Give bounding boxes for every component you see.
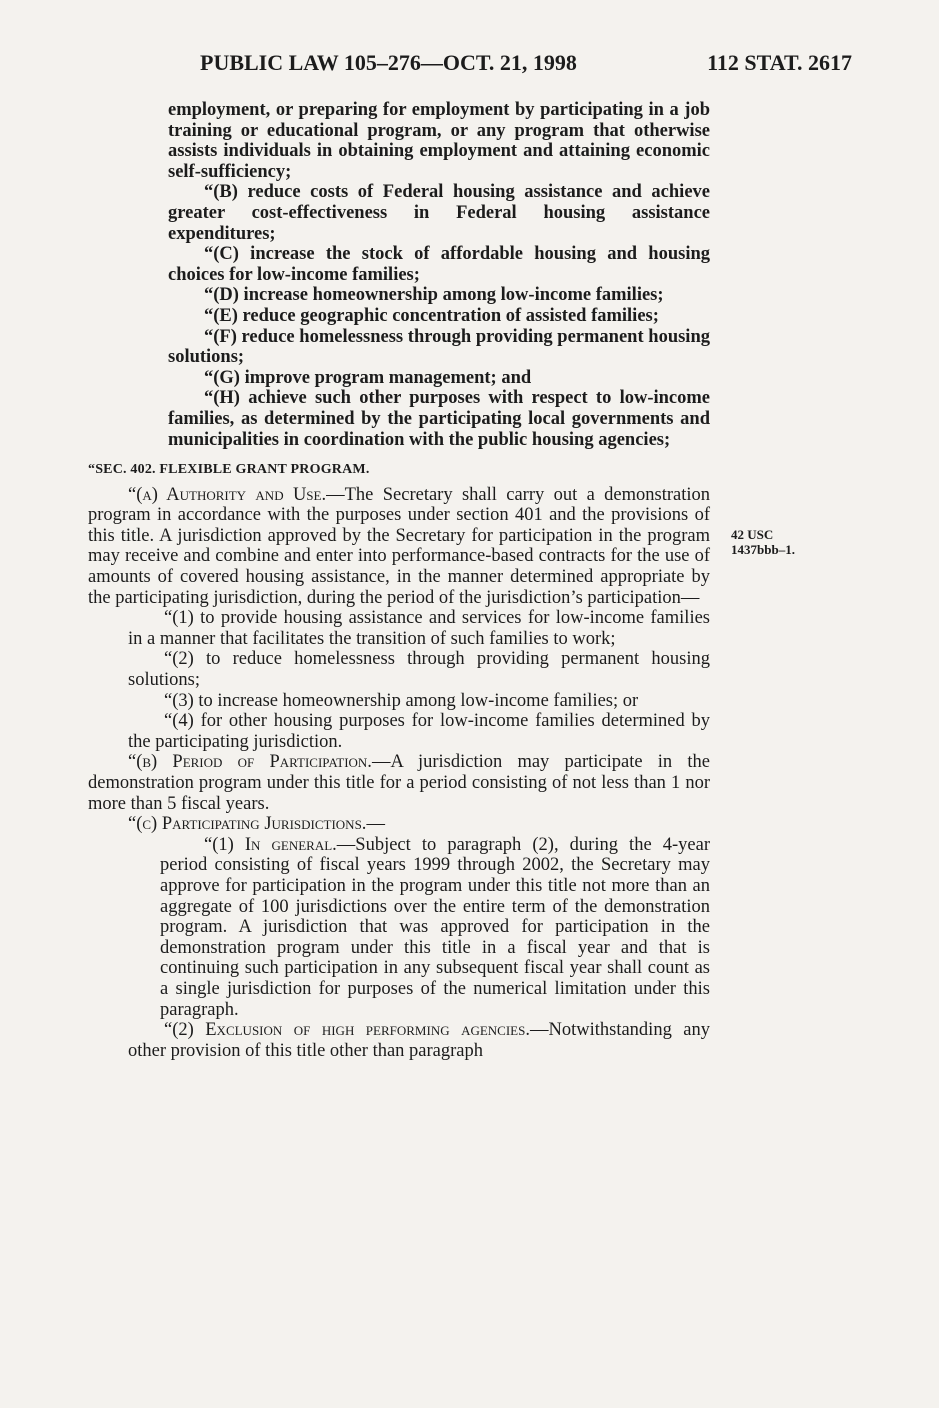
subsection-c [88,814,710,835]
purpose-b: “(B) reduce costs of Federal housing assistance and achieve greater cost-effectiveness in Federal housing assistance expenditures; [168,182,710,244]
purpose-f: “(F) reduce homelessness through providing permanent housing solutions; [168,326,710,368]
document-body [88,100,710,1061]
paragraph-a2: “(2) to reduce homelessness through providing permanent housing solutions; [128,649,710,691]
page-header [200,50,852,84]
paragraph-a3: “(3) to increase homeownership among low-income families; or [164,690,639,711]
subsection-b [88,752,710,814]
subsection-b-text: —A jurisdiction may participate in the demonstration program under this title for a period consisting of not less than 1 nor more than 5 fiscal years. [88,752,710,814]
paragraph-c1 [88,835,710,1020]
paragraph-c1-heading: “(1) In general. [204,834,337,855]
usc-title: 42 USC [731,527,774,542]
public-law-citation: PUBLIC LAW 105–276—OCT. 21, 1998 [200,50,577,75]
usc-margin-note [731,527,821,557]
paragraph-a1: “(1) to provide housing assistance and services for low-income families in a manner that facilitates the transition of such families to work; [128,608,710,649]
purpose-a-continuation: employment, or preparing for employment by participating in a job training or educational program, or any program that otherwise assists individuals in obtaining employment and attaining economic self-sufficiency; [168,100,710,182]
purpose-d: “(D) increase homeownership among low-income families; [204,285,664,306]
paragraph-c2-text: —Notwithstanding any other provision of this title other than paragraph [128,1020,710,1061]
purpose-c: “(C) increase the stock of affordable housing and housing choices for low-income families; [168,244,710,285]
paragraph-a4: “(4) for other housing purposes for low-income families determined by the participating jurisdiction. [128,711,710,752]
purpose-e: “(E) reduce geographic concentration of assisted families; [204,305,659,326]
paragraph-c2-heading: “(2) Exclusion of high performing agencies. [164,1020,530,1041]
purpose-g: “(G) improve program management; and [204,367,532,388]
subsection-b-heading: “(b) Period of Participation. [128,752,372,773]
usc-section: 1437bbb–1. [731,542,795,557]
subsection-a-heading: “(a) Authority and Use. [128,484,327,505]
statute-page-number: 112 STAT. 2617 [707,50,852,75]
section-heading: “SEC. 402. FLEXIBLE GRANT PROGRAM. [88,462,370,478]
subsection-c-heading: “(c) Participating Jurisdictions. [128,814,367,835]
purpose-h: “(H) achieve such other purposes with respect to low-income families, as determined by the participating local governments and municipalities in coordination with the public housing agencies; [168,388,710,450]
paragraph-c1-text: —Subject to paragraph (2), during the 4-year period consisting of fiscal years 1999 through 2002, the Secretary may approve for participation in the program under this title not more than an aggregate of 100 jurisdictions over the entire term of the demonstration program. A jurisdiction that was approved for participation in the demonstration program under this title in a fiscal year and that is continuing such participation in any subsequent fiscal year shall count as a single jurisdiction for purposes of the numerical limitation under this paragraph. [160,834,710,1020]
subsection-c-dash: — [366,814,385,835]
paragraph-c2 [88,1020,710,1061]
subsection-a [88,485,710,609]
subsection-a-text: —The Secretary shall carry out a demonstration program in accordance with the purposes under section 401 and the provisions of this title. A jurisdiction approved by the Secretary for participation in the program may receive and combine and enter into performance-based contracts for the use of amounts of covered housing assistance, in the manner determined appropriate by the participating jurisdiction, during the period of the jurisdiction’s participation— [88,484,711,608]
